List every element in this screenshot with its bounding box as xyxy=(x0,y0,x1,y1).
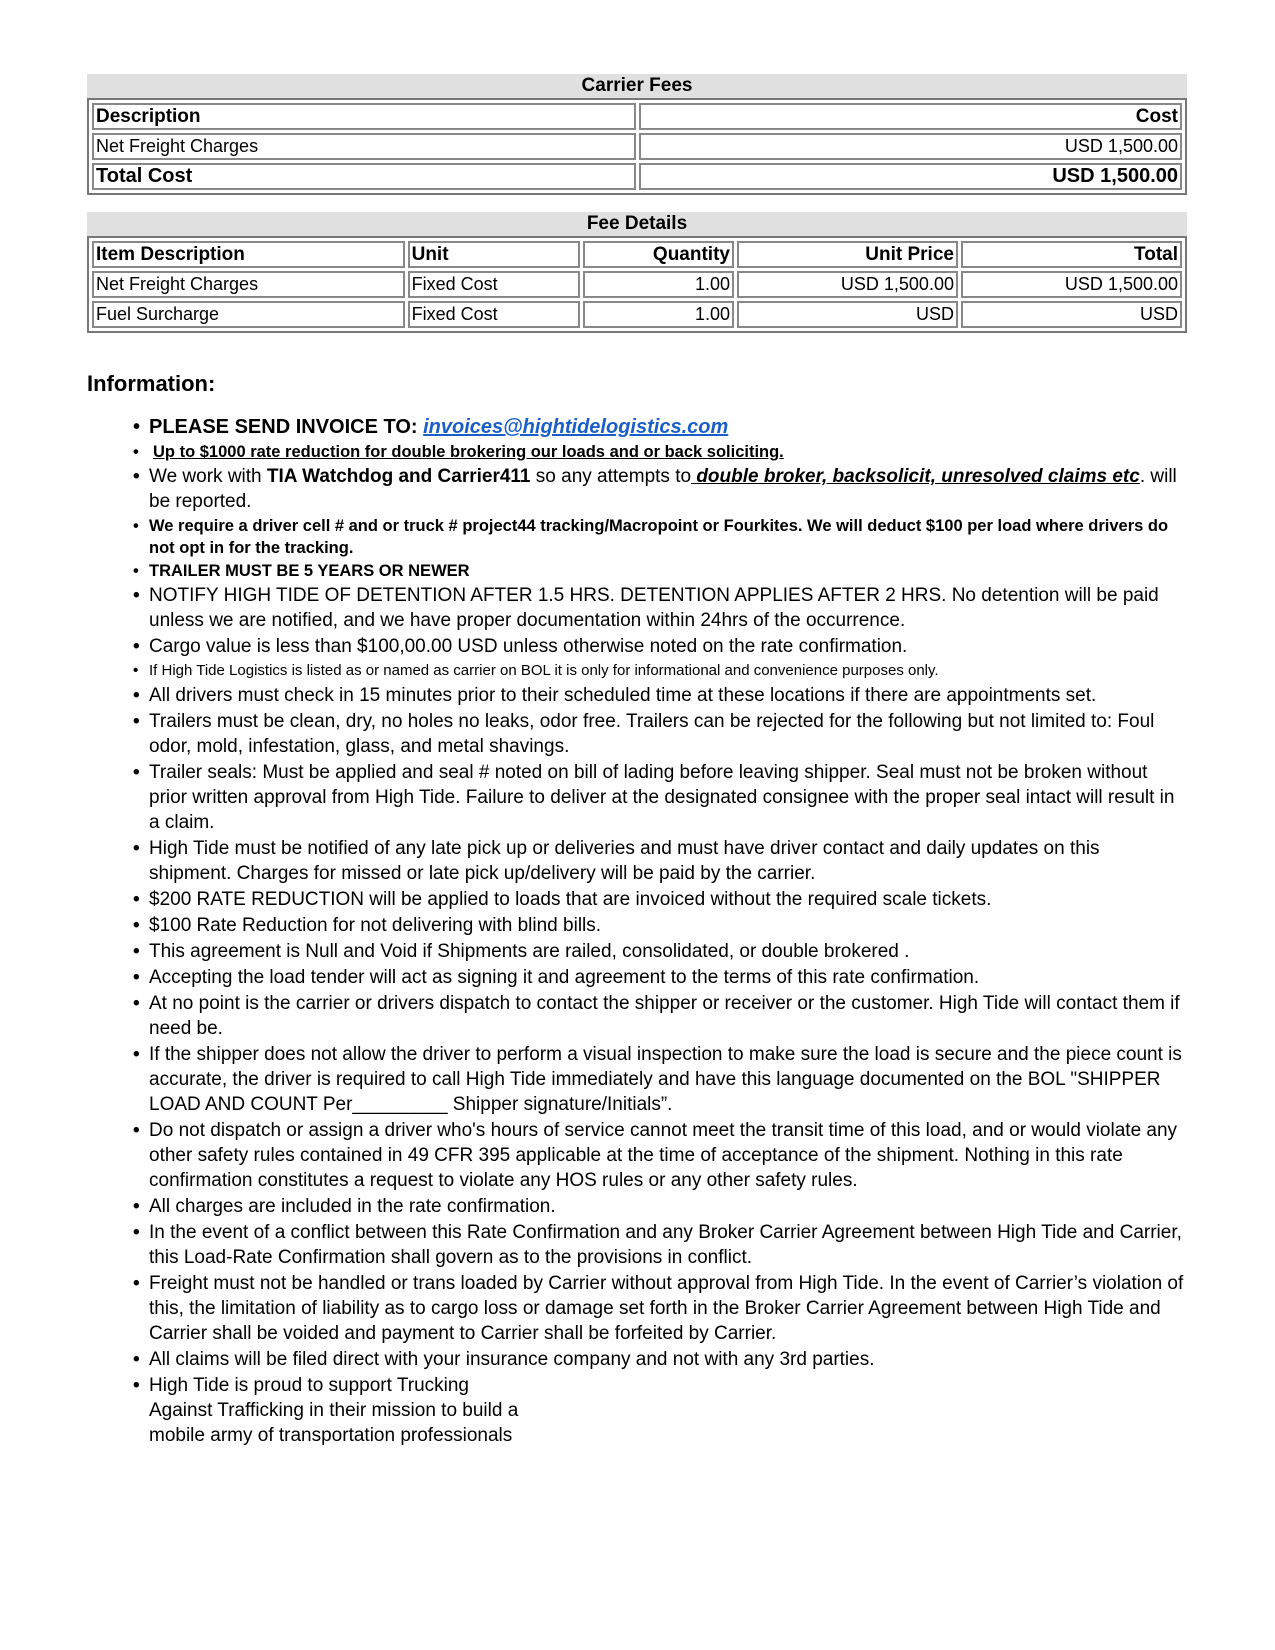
column-header: Unit Price xyxy=(737,241,958,268)
item-quantity: 1.00 xyxy=(583,271,734,298)
table-row xyxy=(92,301,1182,328)
item-unit-price: USD 1,500.00 xyxy=(737,271,958,298)
column-header: Total xyxy=(961,241,1182,268)
list-item: • $200 RATE REDUCTION will be applied to loads that are invoiced without the required scale tickets. xyxy=(133,887,1187,912)
trucking-line: Against Trafficking in their mission to build a xyxy=(149,1400,519,1421)
item-quantity: 1.00 xyxy=(583,301,734,328)
fee-cost: USD 1,500.00 xyxy=(639,133,1183,160)
list-item: • We require a driver cell # and or truck # project44 tracking/Macropoint or Fourkites. We will deduct $100 per load where drivers do not opt in for the tracking. xyxy=(133,515,1187,559)
list-item: • If High Tide Logistics is listed as or named as carrier on BOL it is only for informational and convenience purposes only. xyxy=(133,660,1187,682)
column-header: Description xyxy=(92,103,636,130)
trucking-line: mobile army of transportation professionals xyxy=(149,1425,513,1446)
rate-confirmation-page xyxy=(87,74,1187,1449)
tia-text: We work with xyxy=(149,466,267,487)
rate-reduction-text: Up to $1000 rate reduction for double brokering our loads and or back soliciting. xyxy=(153,443,784,461)
list-item: • All claims will be filed direct with your insurance company and not with any 3rd parties. xyxy=(133,1347,1187,1372)
tia-text: . will be reported. xyxy=(149,466,1177,512)
item-total: USD xyxy=(961,301,1182,328)
item-unit: Fixed Cost xyxy=(408,301,580,328)
total-row xyxy=(92,163,1182,190)
list-item: • If the shipper does not allow the driver to perform a visual inspection to make sure the load is secure and the piece count is accurate, the driver is required to call High Tide immediately and have this language documented on the BOL "SHIPPER LOAD AND COUNT Per_________ Shipper signature/Initials”. xyxy=(133,1042,1187,1117)
list-item: • Trailer seals: Must be applied and seal # noted on bill of lading before leaving shipper. Seal must not be broken without prior written approval from High Tide. Failure to deliver at the designated consignee with the proper seal intact will result in a claim. xyxy=(133,760,1187,835)
list-item: • Freight must not be handled or trans loaded by Carrier without approval from High Tide. In the event of Carrier’s violation of this, the limitation of liability as to cargo loss or damage set forth in the Broker Carrier Agreement between High Tide and Carrier shall be voided and payment to Carrier shall be forfeited by Carrier. xyxy=(133,1271,1187,1346)
table-header-row xyxy=(92,241,1182,268)
list-item: • Do not dispatch or assign a driver who's hours of service cannot meet the transit time of this load, and or would violate any other safety rules contained in 49 CFR 395 applicable at the time of acceptance of the shipment. Nothing in this rate confirmation constitutes a request to violate any HOS rules or any other safety rules. xyxy=(133,1118,1187,1193)
column-header: Quantity xyxy=(583,241,734,268)
invoice-email-link[interactable]: invoices@hightidelogistics.com xyxy=(423,416,729,438)
trucking-line: • High Tide is proud to support Trucking xyxy=(149,1375,470,1396)
list-item: • Accepting the load tender will act as signing it and agreement to the terms of this rate confirmation. xyxy=(133,965,1187,990)
list-item xyxy=(133,441,1187,463)
fee-details-title: Fee Details xyxy=(87,212,1187,236)
column-header: Unit xyxy=(408,241,580,268)
item-description: Fuel Surcharge xyxy=(92,301,405,328)
total-label: Total Cost xyxy=(92,163,636,190)
total-value: USD 1,500.00 xyxy=(639,163,1183,190)
fee-details-table xyxy=(87,236,1187,333)
list-item: • TRAILER MUST BE 5 YEARS OR NEWER xyxy=(133,560,1187,582)
item-total: USD 1,500.00 xyxy=(961,271,1182,298)
invoice-label: PLEASE SEND INVOICE TO: xyxy=(149,416,424,438)
column-header: Cost xyxy=(639,103,1183,130)
item-unit-price: USD xyxy=(737,301,958,328)
list-item: • This agreement is Null and Void if Shipments are railed, consolidated, or double brokered . xyxy=(133,939,1187,964)
list-item: • NOTIFY HIGH TIDE OF DETENTION AFTER 1.5 HRS. DETENTION APPLIES AFTER 2 HRS. No detention will be paid unless we are notified, and we have proper documentation within 24hrs of the occurrence. xyxy=(133,583,1187,633)
list-item: • All drivers must check in 15 minutes prior to their scheduled time at these locations if there are appointments set. xyxy=(133,683,1187,708)
information-heading: Information: xyxy=(87,371,216,396)
table-row xyxy=(92,271,1182,298)
list-item: • All charges are included in the rate confirmation. xyxy=(133,1194,1187,1219)
list-item: • In the event of a conflict between this Rate Confirmation and any Broker Carrier Agreement between High Tide and Carrier, this Load-Rate Confirmation shall govern as to the provisions in conflict. xyxy=(133,1220,1187,1270)
item-description: Net Freight Charges xyxy=(92,271,405,298)
list-item xyxy=(133,464,1187,514)
list-item: • High Tide must be notified of any late pick up or deliveries and must have driver contact and daily updates on this shipment. Charges for missed or late pick up/delivery will be paid by the carrier. xyxy=(133,836,1187,886)
tia-text: so any attempts to xyxy=(530,466,692,487)
table-row xyxy=(92,133,1182,160)
tia-bold-text: TIA Watchdog and Carrier411 xyxy=(266,466,531,487)
list-item: • $100 Rate Reduction for not delivering with blind bills. xyxy=(133,913,1187,938)
carrier-fees-title: Carrier Fees xyxy=(87,74,1187,98)
carrier-fees-table xyxy=(87,98,1187,195)
table-header-row xyxy=(92,103,1182,130)
list-item: • Cargo value is less than $100,00.00 USD unless otherwise noted on the rate confirmation. xyxy=(133,634,1187,659)
column-header: Item Description xyxy=(92,241,405,268)
list-item: • Trailers must be clean, dry, no holes no leaks, odor free. Trailers can be rejected for the following but not limited to: Foul odor, mold, infestation, glass, and metal shavings. xyxy=(133,709,1187,759)
list-item xyxy=(133,1373,1187,1448)
fee-description: Net Freight Charges xyxy=(92,133,636,160)
list-item xyxy=(133,415,1187,440)
tia-emphasis-text: double broker, backsolicit, unresolved claims etc xyxy=(691,466,1140,487)
list-item: • At no point is the carrier or drivers dispatch to contact the shipper or receiver or the customer. High Tide will contact them if need be. xyxy=(133,991,1187,1041)
information-list xyxy=(87,415,1187,1448)
item-unit: Fixed Cost xyxy=(408,271,580,298)
